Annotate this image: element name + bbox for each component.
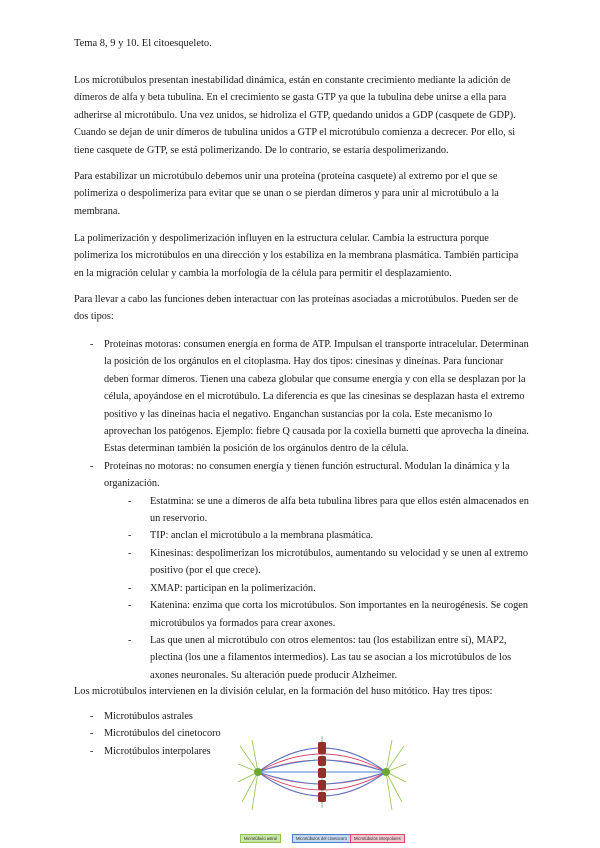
list-item-non-motor-proteins (74, 458, 530, 684)
list-item-motor-proteins (74, 336, 530, 458)
protein-types-list (74, 336, 530, 684)
paragraph-associated-proteins: Para llevar a cabo las funciones deben interactuar con las proteínas asociadas a microtúbulos. Pueden ser de dos tipos: (74, 294, 519, 323)
left-spindle-pole (254, 768, 262, 776)
list-item-interpolar: - Microtúbulos interpolares (74, 743, 254, 760)
legend-astral: Microtúbulo astral (240, 834, 281, 843)
legend-interpolar: Microtúbulos interpolares (350, 834, 405, 843)
list-item-estatmina: - Estatmina: se une a dímeros de alfa beta tubulina libres para que ellos estén almacenados en un reservorio. (104, 493, 530, 528)
list-item-astral: - Microtúbulos astrales (74, 708, 254, 725)
list-item-xmap: - XMAP: participan en la polimerización. (104, 580, 530, 597)
page-title: Tema 8, 9 y 10. El citoesqueleto. (74, 38, 212, 49)
legend-kinetochore: Microtúbulos del cinetocoro (292, 834, 351, 843)
paragraph-dynamic-instability: Los microtúbulos presentan inestabilidad dinámica, están en constante crecimiento mediante la adición de dímeros de alfa y beta tubulina. En el crecimiento se gasta GTP ya que la tubulina debe unirse a ella para adherirse al microtúbulo. Una vez unidos, se hidroliza el GTP, quedando unidos a GDP (casquete de GDP). Cuando se dejan de unir dímeros de tubulina unidos a GTP el microtúbulo comienza a decrecer. Por ello, si tiene casquete de GTP, se está polimerizando. De lo contrario, se estaría despolimerizando. (74, 75, 516, 156)
microtubule-types-list (74, 708, 254, 760)
list-item-kinetochore: - Microtúbulos del cinetocoro (74, 725, 254, 742)
list-item-tip: - TIP: anclan el microtúbulo a la membrana plasmática. (104, 527, 530, 544)
motor-proteins-text: Proteínas motoras: consumen energía en forma de ATP. Impulsan el transporte intracelular. Determinan la posición de los orgánulos en el citoplasma. Hay dos tipos: cinesinas y dineínas. Para funcionar deben formar dímeros. Tienen una cabeza globular que consume energía y con ella se desplazan por la célula, apoyándose en el microtúbulo. La diferencia es que las cinesinas se desplazan hasta el extremo positivo y las dineínas hacia el negativo. Enganchan sustancias por la cola. Este mecanismo lo aprovechan los patógenos. Ejemplo: fiebre Q causada por la coxiella burnetti que aprovecha la dineína. Estas determinan también la posición de los orgánulos dentro de la célula. (104, 339, 529, 455)
paragraph-stabilization: Para estabilizar un microtúbulo debemos unir una proteína (proteína casquete) al extremo por el que se polimeriza o despolimeriza para evitar que se unan o se pierdan dímeros y para unir al microtúbulo a la membrana. (74, 171, 499, 217)
list-item-kinesinas: - Kinesinas: despolimerizan los microtúbulos, aumentando su velocidad y se unen al extremo positivo (por el que crece). (104, 545, 530, 580)
list-item-katenina: - Katenina: enzima que corta los microtúbulos. Son importantes en la neurogénesis. Se cogen microtúbulos ya formados para crear axones. (104, 597, 530, 632)
paragraph-polymerization: La polimerización y despolimerización influyen en la estructura celular. Cambia la estructura porque polimeriza los microtúbulos en una dirección y los estabiliza en la membrana plasmática. También participa en la migración celular y cambia la morfología de la célula para permitir el desplazamiento. (74, 233, 519, 279)
right-spindle-pole (382, 768, 390, 776)
mitotic-spindle-figure (238, 706, 406, 828)
list-item-linkers: - Las que unen al microtúbulo con otros elementos: tau (los estabilizan entre sí), MAP2, plectina (los une a filamentos intermedios). Las tau se asocian a los microtúbulos de los axones neuronales. Su alteración puede producir Alzheimer. (104, 632, 530, 684)
non-motor-proteins-text: Proteínas no motoras: no consumen energía y tienen función estructural. Modulan la dinámica y la organización. (104, 460, 510, 490)
paragraph-cell-division: Los microtúbulos intervienen en la división celular, en la formación del huso mitótico. Hay tres tipos: (74, 686, 493, 697)
non-motor-subtypes-list (104, 493, 530, 684)
